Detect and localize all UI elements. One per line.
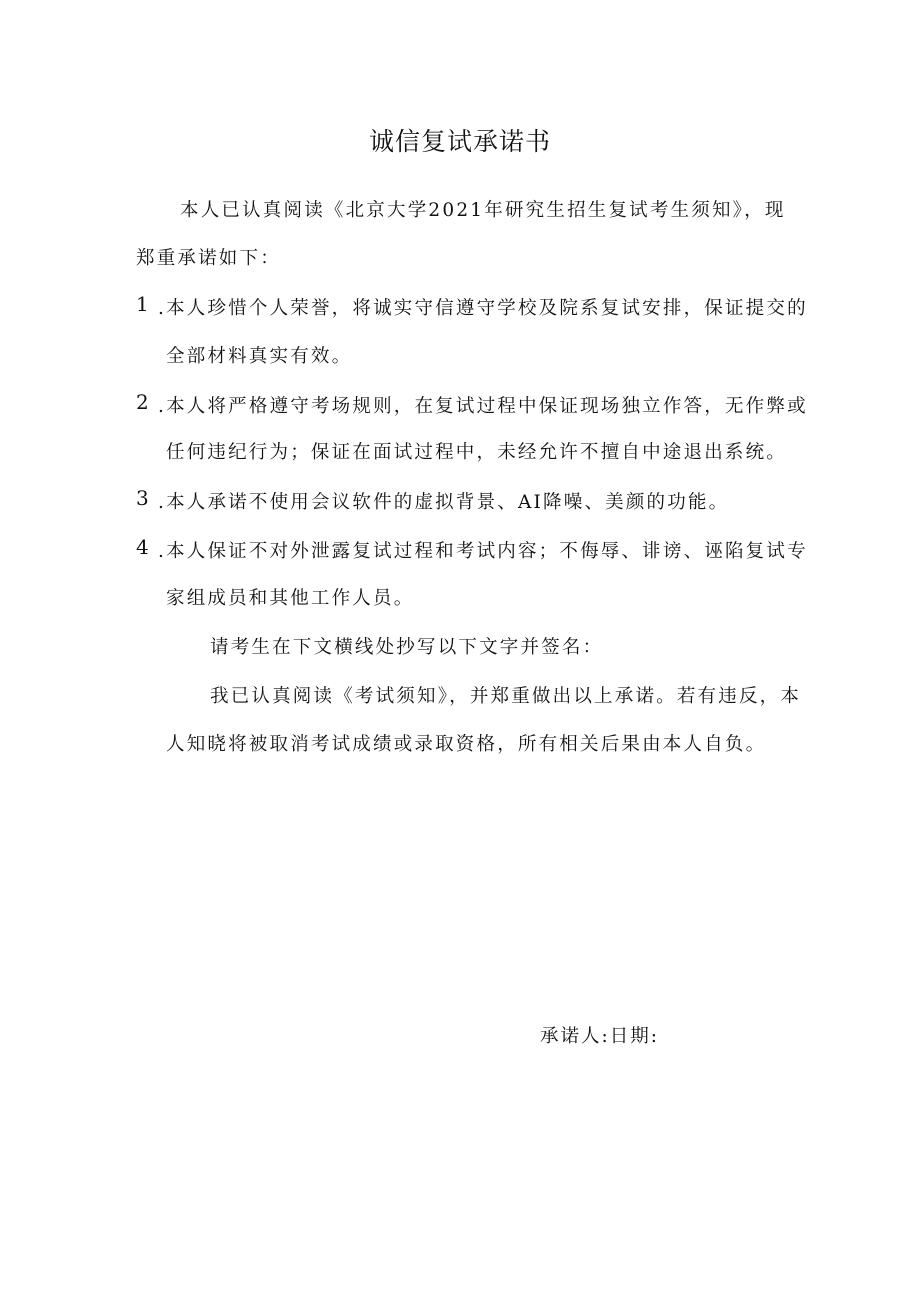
item-text-line-2: 家组成员和其他工作人员。	[166, 588, 415, 609]
intro-line-1: 本人已认真阅读《北京大学2021年研究生招生复试考生须知》，现	[180, 200, 786, 221]
item-number: 3	[136, 486, 149, 510]
pledge-statement-line-1: 我已认真阅读《考试须知》，并郑重做出以上承诺。若有违反，本	[210, 686, 802, 707]
item-text-line-2: 任何违纪行为；保证在面试过程中，未经允许不擅自中途退出系统。	[166, 442, 788, 463]
item-text-line-1: .本人将严格遵守考场规则，在复试过程中保证现场独立作答，无作弊或	[158, 396, 808, 417]
item-text-line-1: .本人珍惜个人荣誉，将诚实守信遵守学校及院系复试安排，保证提交的	[158, 298, 808, 319]
item-text-line-1: .本人承诺不使用会议软件的虚拟背景、AI降噪、美颜的功能。	[158, 492, 730, 513]
signature-area	[540, 1022, 659, 1048]
date-label: 日期:	[609, 1026, 659, 1047]
intro-line-2: 郑重承诺如下：	[136, 248, 281, 269]
document-title: 诚信复试承诺书	[368, 127, 551, 156]
item-number: 1	[136, 292, 149, 316]
pledge-statement-line-2: 人知晓将被取消考试成绩或录取资格，所有相关后果由本人自负。	[166, 734, 767, 755]
item-number: 4	[136, 535, 149, 559]
copy-instruction: 请考生在下文横线处抄写以下文字并签名：	[210, 637, 604, 658]
signature-label: 承诺人:	[540, 1026, 610, 1047]
item-text-line-2: 全部材料真实有效。	[166, 346, 353, 367]
item-number: 2	[136, 390, 149, 414]
item-text-line-1: .本人保证不对外泄露复试过程和考试内容；不侮辱、诽谤、诬陷复试专	[158, 541, 808, 562]
